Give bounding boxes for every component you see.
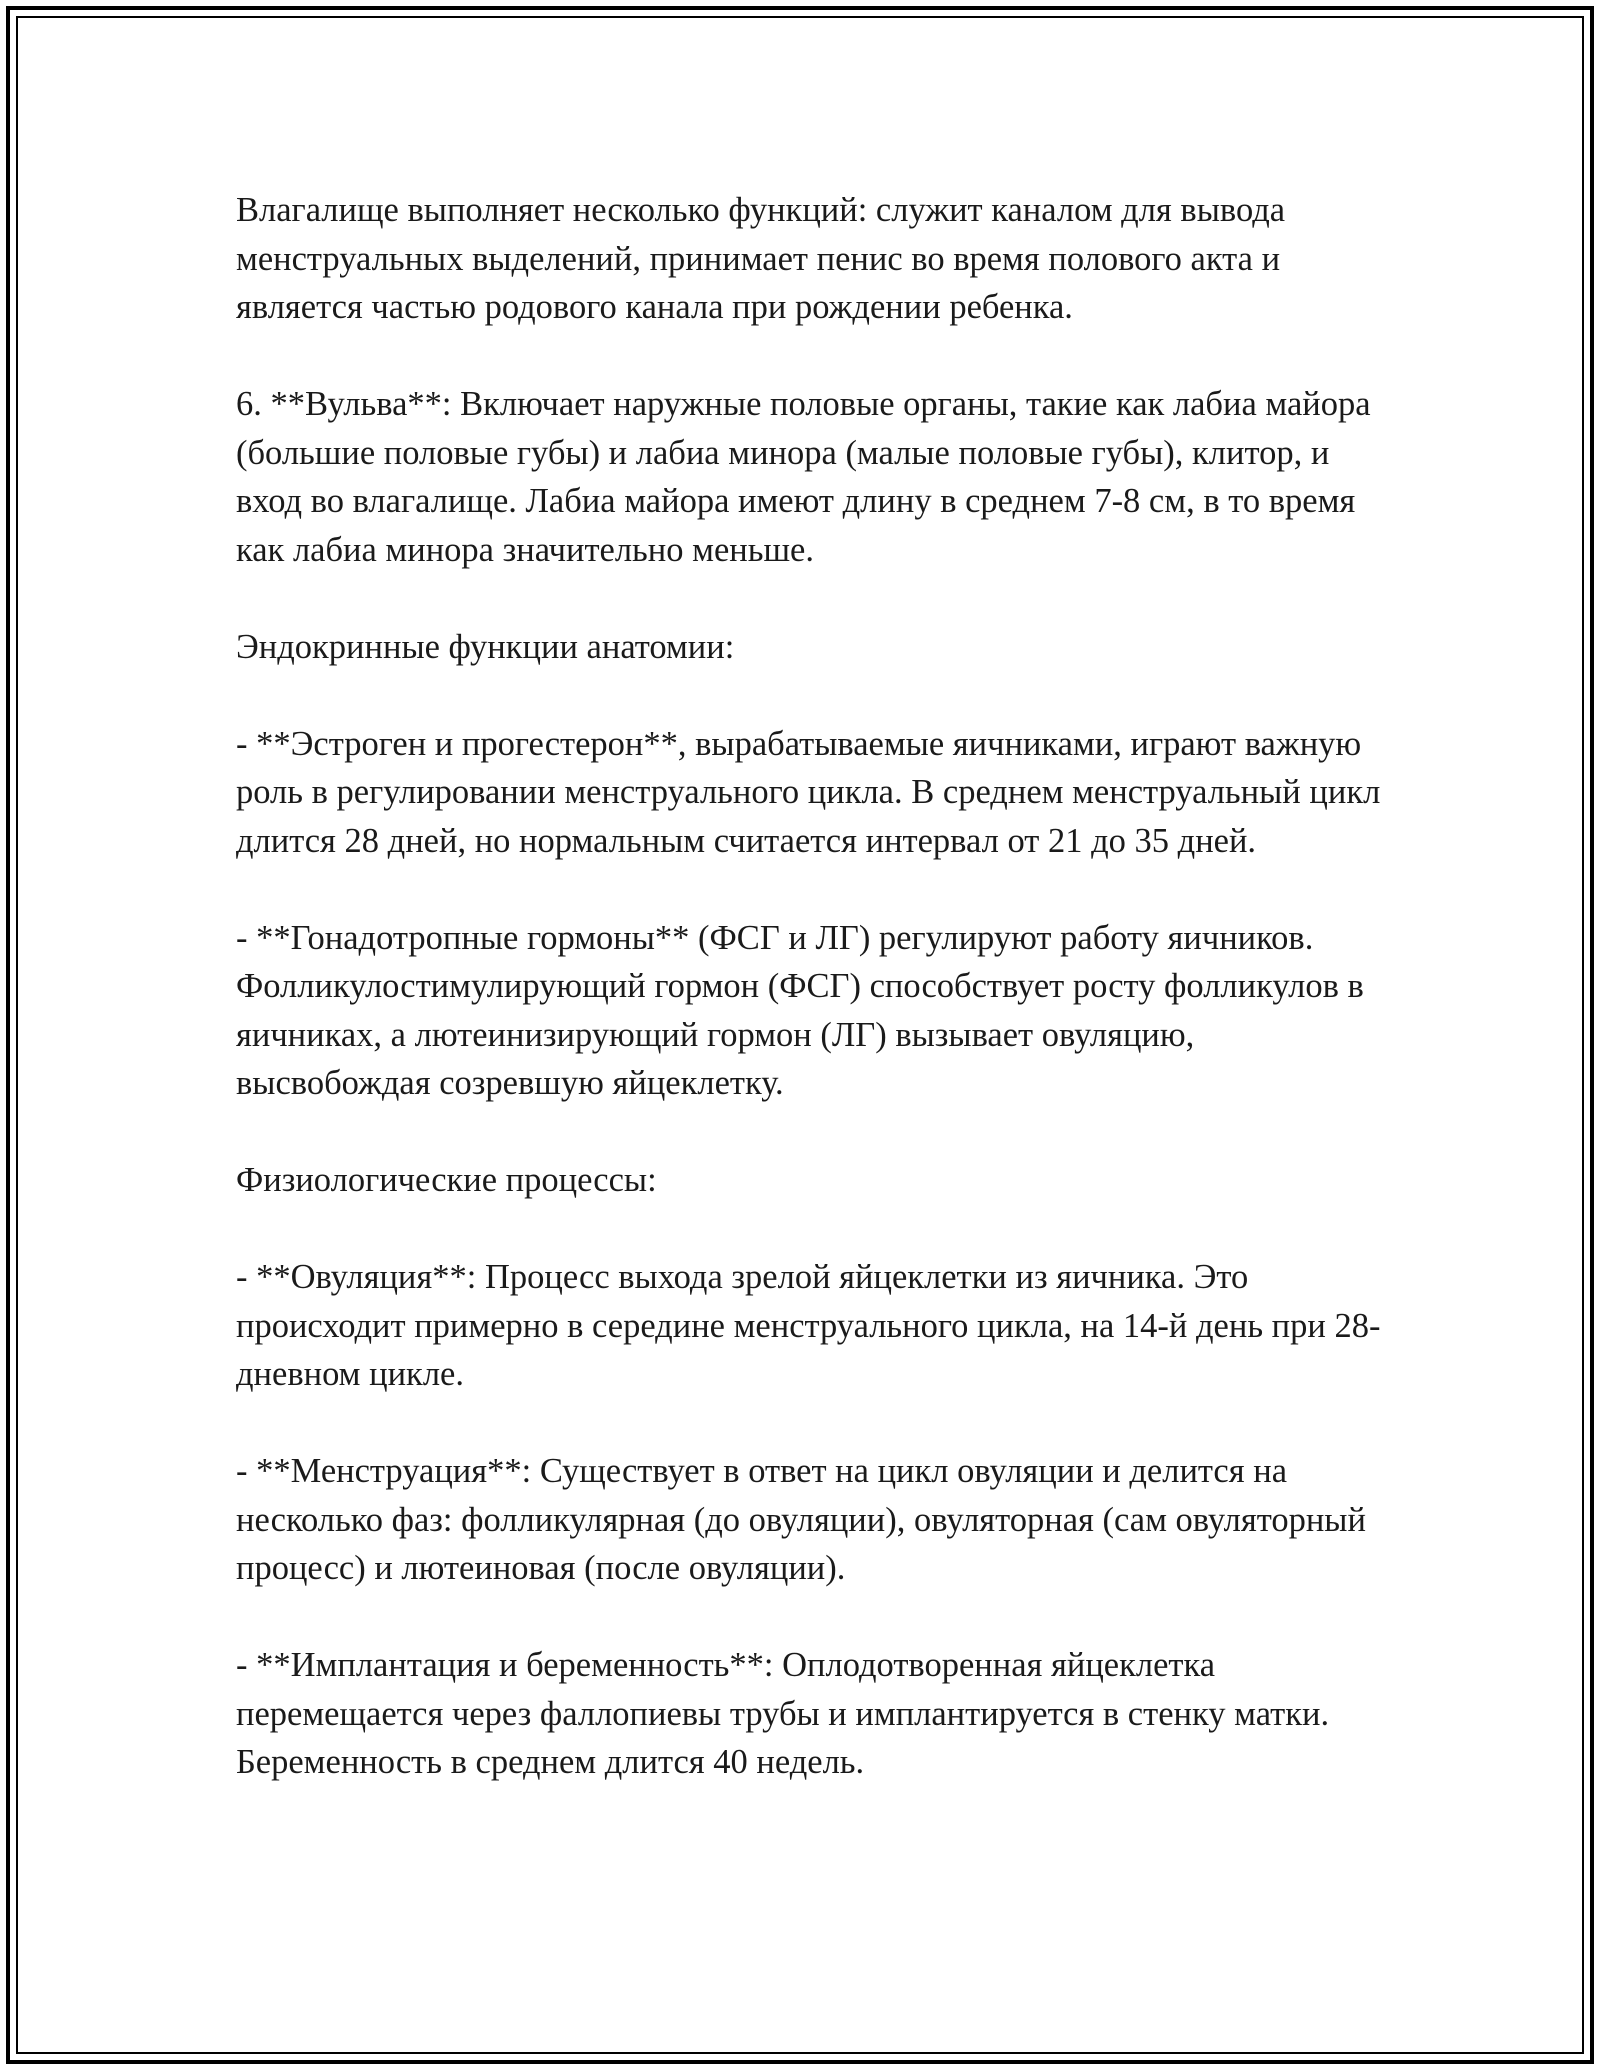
- heading-endocrine-functions: Эндокринные функции анатомии:: [236, 627, 735, 666]
- paragraph-vagina-functions: Влагалище выполняет несколько функций: служит каналом для вывода менструальных выделений, принимает пенис во время полового акта и является частью родового канала при рождении ребенка.: [236, 191, 1286, 326]
- paragraph-gonadotropins: - **Гонадотропные гормоны** (ФСГ и ЛГ) регулируют работу яичников. Фолликулостимулирующий гормон (ФСГ) способствует росту фолликулов в яичниках, а лютеинизирующий гормон (ЛГ) вызывает овуляцию, высвобождая созревшую яйцеклетку.: [236, 918, 1364, 1102]
- paragraph-vulva: 6. **Вульва**: Включает наружные половые органы, такие как лабиа майора (большие половые губы) и лабиа минора (малые половые губы), клитор, и вход во влагалище. Лабиа майора имеют длину в среднем 7-8 см, в то время как лабиа минора значительно меньше.: [236, 385, 1371, 569]
- paragraph-menstruation: - **Менструация**: Существует в ответ на цикл овуляции и делится на несколько фаз: фолликулярная (до овуляции), овуляторная (сам овуляторный процесс) и лютеиновая (после овуляции).: [236, 1452, 1366, 1587]
- document-body: [236, 186, 1386, 1835]
- paragraph-implantation-pregnancy: - **Имплантация и беременность**: Оплодотворенная яйцеклетка перемещается через фаллопиевы трубы и имплантируется в стенку матки. Беременность в среднем длится 40 недель.: [236, 1646, 1330, 1781]
- paragraph-ovulation: - **Овуляция**: Процесс выхода зрелой яйцеклетки из яичника. Это происходит примерно в середине менструального цикла, на 14-й день при 28-дневном цикле.: [236, 1258, 1381, 1393]
- heading-physiological-processes: Физиологические процессы:: [236, 1161, 657, 1199]
- paragraph-estrogen-progesterone: - **Эстроген и прогестерон**, вырабатываемые яичниками, играют важную роль в регулировании менструального цикла. В среднем менструальный цикл длится 28 дней, но нормальным считается интервал от 21 до 35 дней.: [236, 724, 1381, 860]
